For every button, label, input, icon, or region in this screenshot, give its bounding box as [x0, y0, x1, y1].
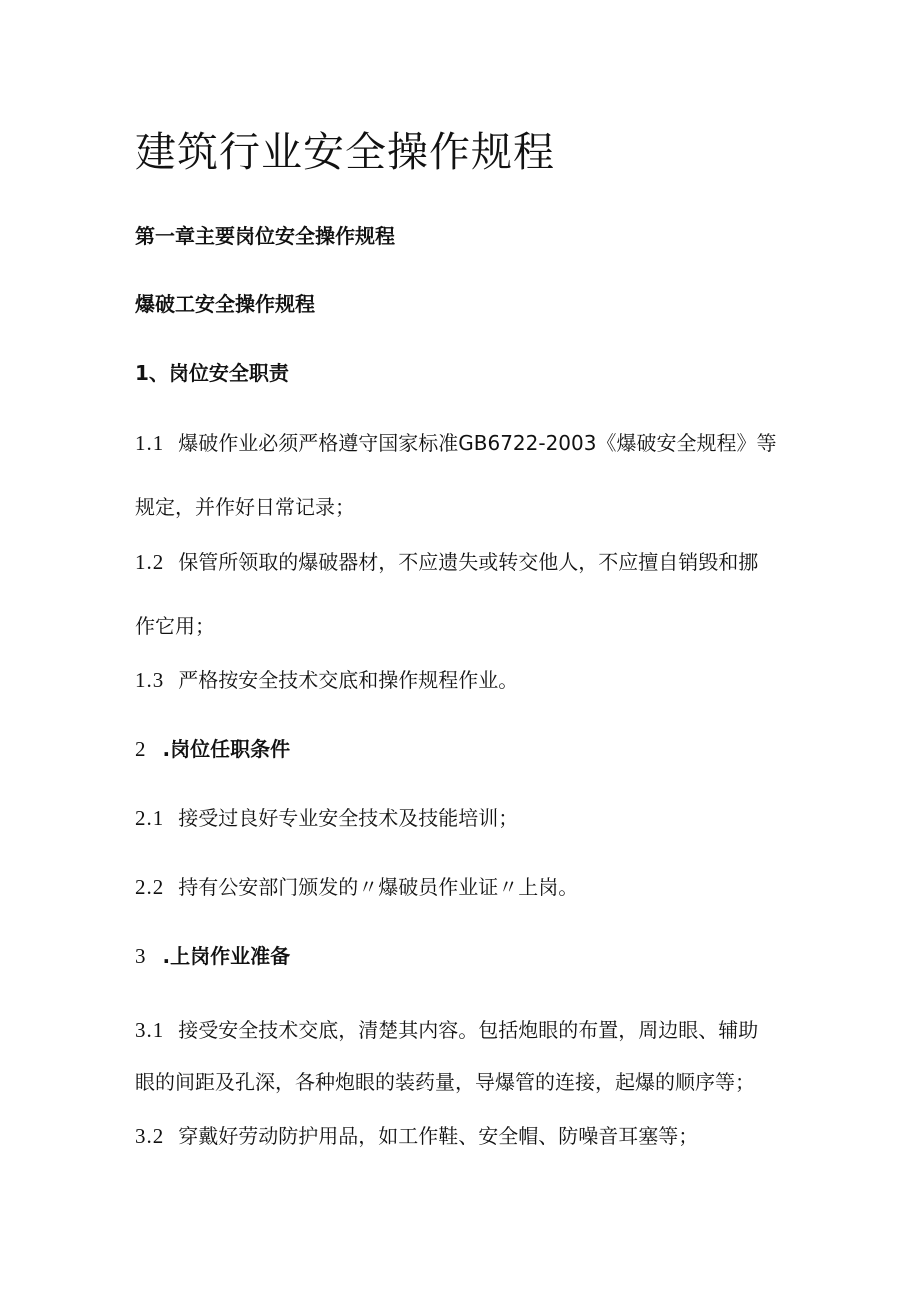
- subsection-heading-1: [135, 359, 289, 387]
- paragraph-line: [135, 855, 578, 919]
- clause-text: 接受过良好专业安全技术及技能培训；: [178, 806, 519, 830]
- paragraph-line: 作它用；: [135, 614, 215, 638]
- subsection-title: 岗位安全职责: [168, 361, 289, 385]
- clause-number: 2.1: [135, 806, 165, 830]
- clause-text: 严格按安全技术交底和操作规程作业。: [178, 668, 519, 692]
- subsection-title: .上岗作业准备: [162, 944, 291, 968]
- paragraph-line: [135, 1110, 698, 1162]
- paragraph-line: [135, 530, 758, 594]
- clause-number: 2.2: [135, 875, 165, 899]
- paragraph-2-1: [135, 786, 518, 850]
- clause-text: 接受安全技术交底，清楚其内容。包括炮眼的布置，周边眼、辅助: [178, 1018, 759, 1042]
- clause-text: 爆破作业必须严格遵守国家标准GB6722-2003《爆破安全规程》等: [178, 431, 777, 455]
- paragraph-line: [135, 648, 518, 712]
- paragraph-line: [135, 786, 518, 850]
- clause-number: 1.2: [135, 550, 165, 574]
- subsection-number: 1、: [135, 361, 169, 385]
- paragraph-3-2: [135, 1110, 698, 1162]
- clause-text: 穿戴好劳动防护用品，如工作鞋、安全帽、防噪音耳塞等；: [178, 1124, 699, 1148]
- paragraph-1-3: [135, 648, 518, 712]
- paragraph-3-1: [135, 1004, 758, 1108]
- paragraph-1-2: [135, 530, 758, 658]
- paragraph-line: [135, 411, 776, 475]
- paragraph-1-1: [135, 411, 776, 539]
- chapter-heading: 第一章主要岗位安全操作规程: [135, 224, 395, 248]
- subsection-heading-3: [135, 942, 290, 970]
- clause-number: 1.3: [135, 668, 165, 692]
- paragraph-line: [135, 1004, 758, 1056]
- paragraph-line: 眼的间距及孔深，各种炮眼的装药量，导爆管的连接，起爆的顺序等；: [135, 1070, 755, 1094]
- clause-number: 1.1: [135, 431, 165, 455]
- section-heading: 爆破工安全操作规程: [135, 292, 315, 316]
- paragraph-2-2: [135, 855, 578, 919]
- subsection-number: 3: [135, 944, 147, 968]
- document-title: 建筑行业安全操作规程: [135, 128, 555, 176]
- paragraph-line: 规定，并作好日常记录；: [135, 495, 355, 519]
- subsection-heading-2: [135, 735, 290, 763]
- subsection-title: .岗位任职条件: [162, 737, 291, 761]
- clause-text: 持有公安部门颁发的〃爆破员作业证〃上岗。: [178, 875, 579, 899]
- subsection-number: 2: [135, 737, 147, 761]
- clause-text: 保管所领取的爆破器材，不应遗失或转交他人，不应擅自销毁和挪: [178, 550, 759, 574]
- clause-number: 3.1: [135, 1018, 165, 1042]
- clause-number: 3.2: [135, 1124, 165, 1148]
